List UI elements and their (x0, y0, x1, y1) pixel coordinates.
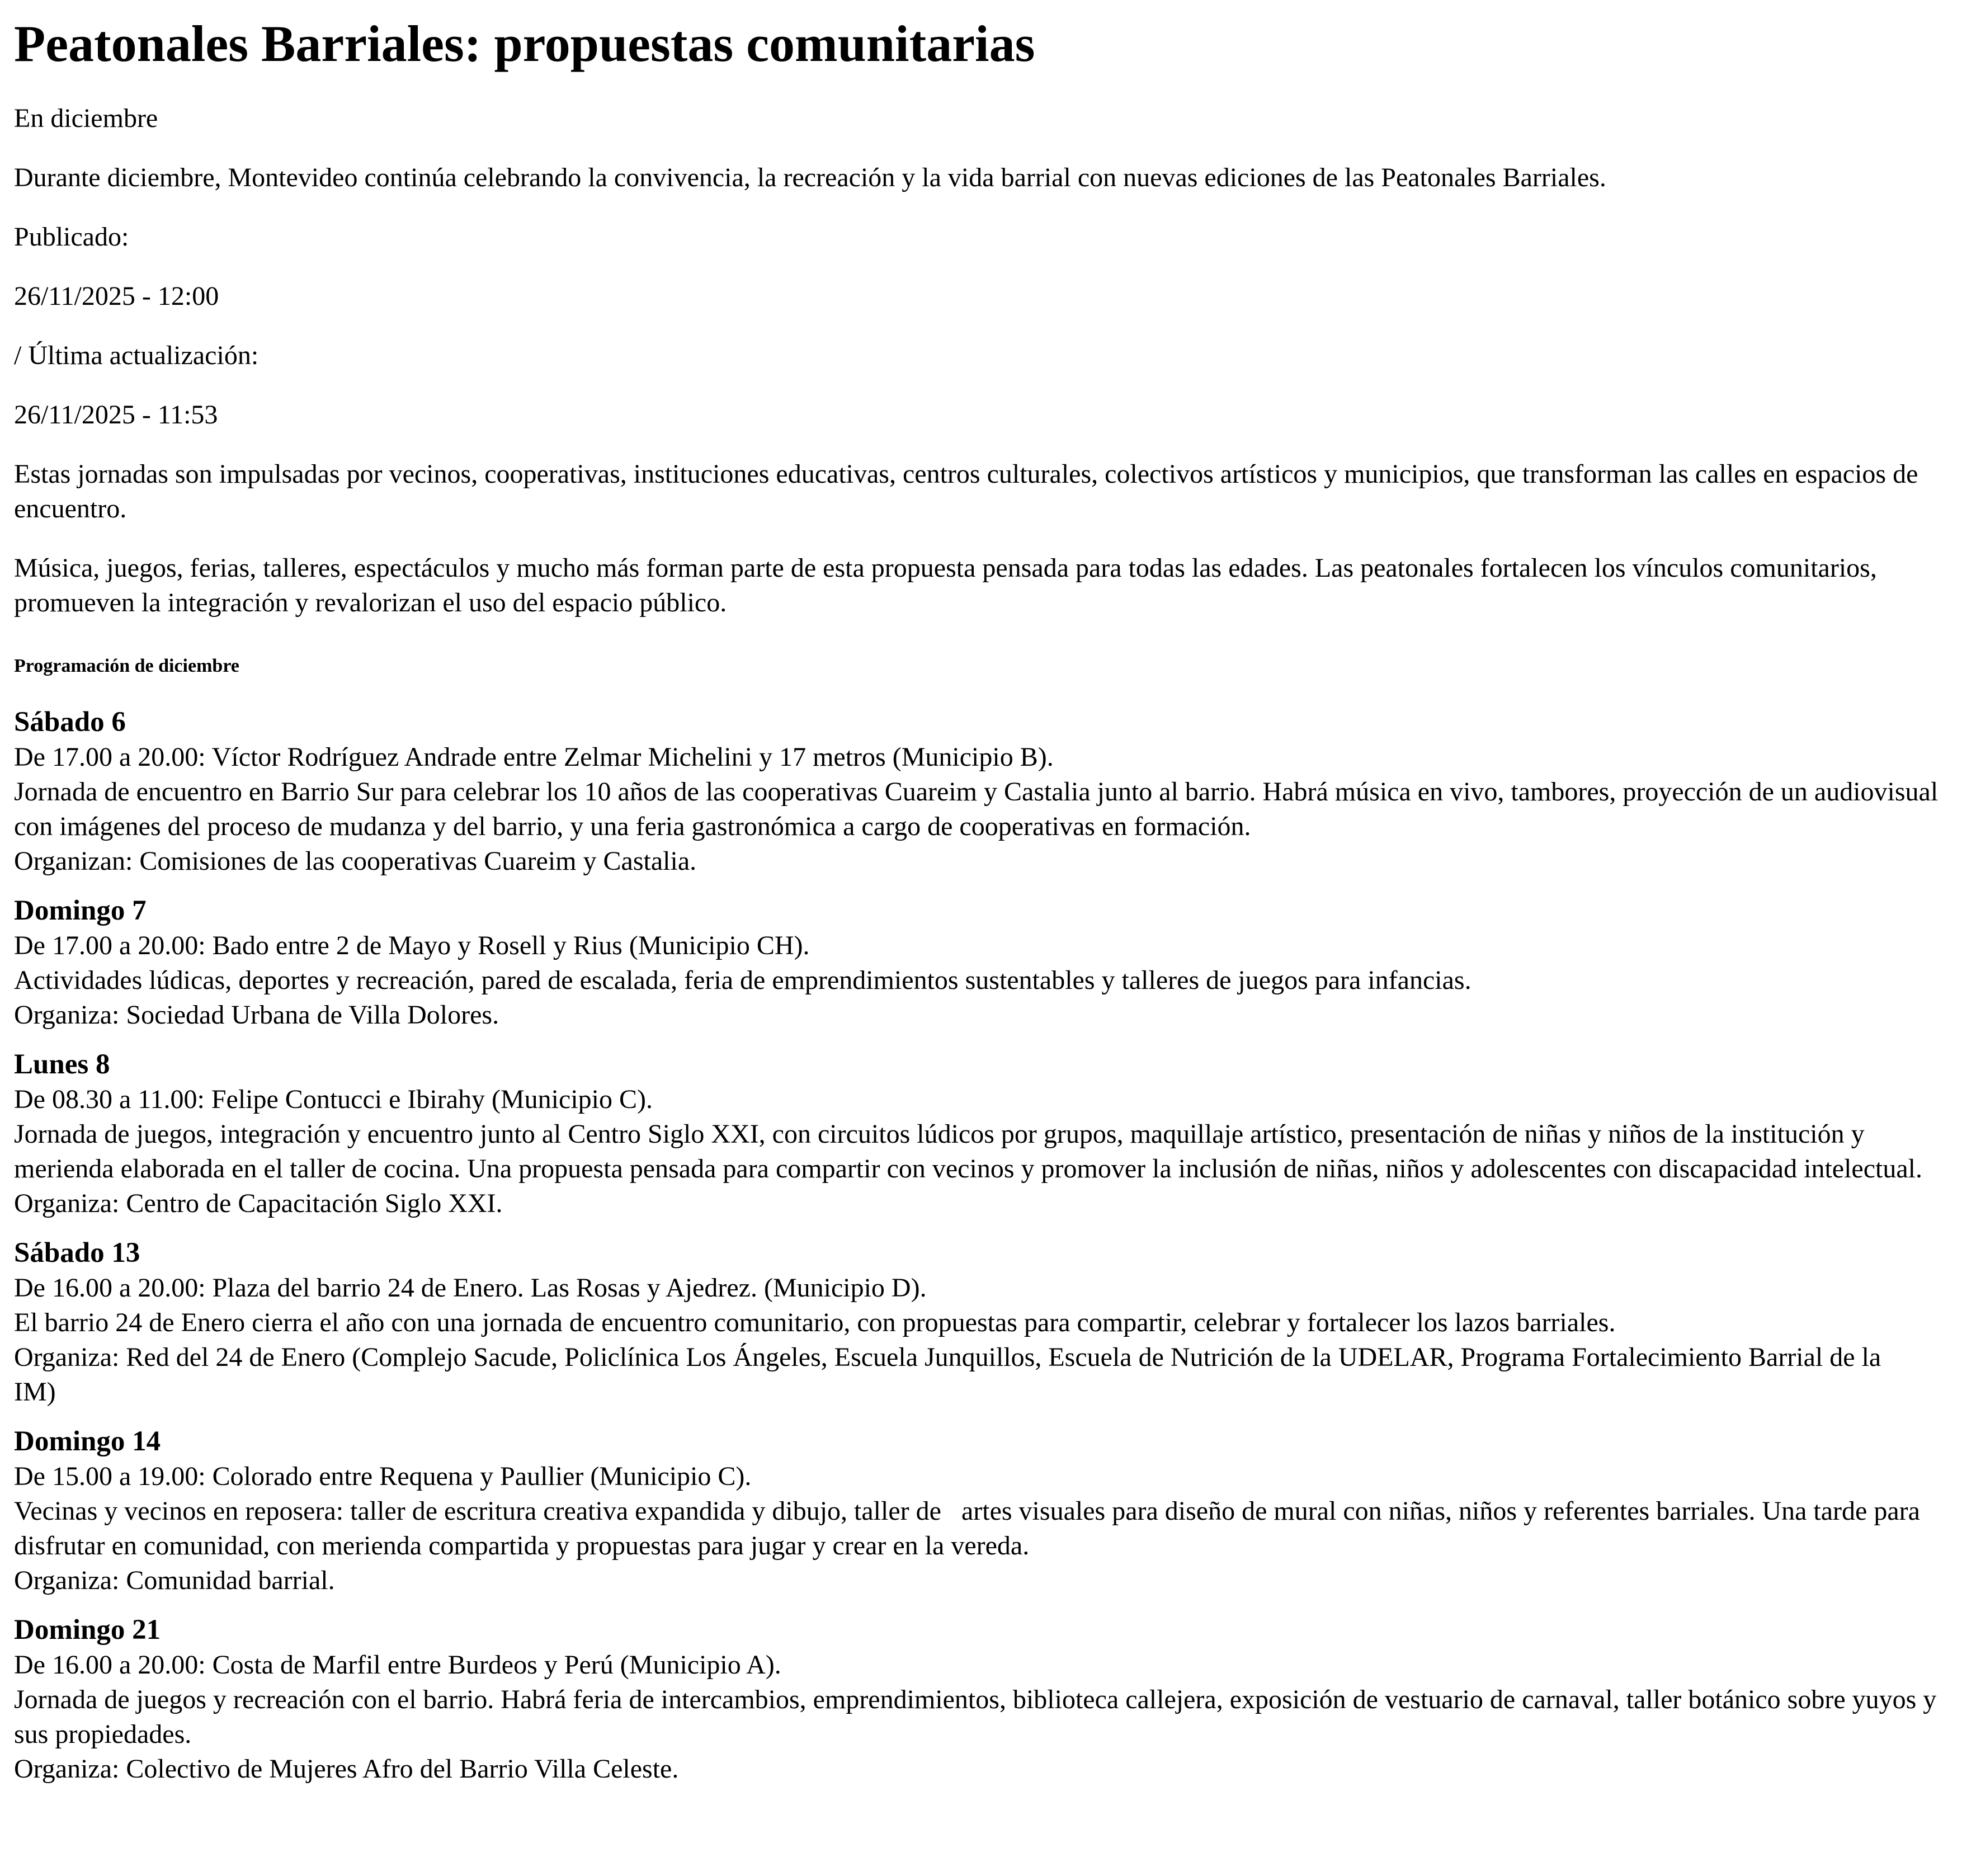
page-title: Peatonales Barriales: propuestas comunitarias (14, 15, 1035, 72)
day-heading: Domingo 7 (14, 895, 147, 927)
intro-paragraph: Música, juegos, ferias, talleres, espectáculos y mucho más forman parte de esta propuesta pensada para todas las edades. Las peatonales fortalecen los vínculos comunitarios, promueven la integración y revalorizan el uso del espacio público. (14, 553, 1884, 618)
schedule-line: Organizan: Comisiones de las cooperativas Cuareim y Castalia. (14, 846, 697, 876)
schedule-day-block (14, 705, 1951, 879)
schedule-day-block (14, 1047, 1951, 1221)
schedule-line: Jornada de encuentro en Barrio Sur para celebrar los 10 años de las cooperativas Cuareim y Castalia junto al barrio. Habrá música en vivo, tambores, proyección de un audiovisual con imágenes del proceso de mudanza y del barrio, y una feria gastronómica a cargo de cooperativas en formación. (14, 777, 1945, 842)
schedule-line: De 17.00 a 20.00: Víctor Rodríguez Andrade entre Zelmar Michelini y 17 metros (Municipio B). (14, 742, 1054, 772)
updated-date: 26/11/2025 - 11:53 (14, 400, 218, 430)
section-heading: Programación de diciembre (14, 656, 239, 677)
schedule-line: Organiza: Sociedad Urbana de Villa Dolores. (14, 1000, 499, 1030)
schedule-day-block (14, 1424, 1951, 1598)
intro-paragraph: Durante diciembre, Montevideo continúa celebrando la convivencia, la recreación y la vida barrial con nuevas ediciones de las Peatonales Barriales. (14, 163, 1606, 193)
day-heading: Domingo 21 (14, 1614, 161, 1646)
schedule-line: De 17.00 a 20.00: Bado entre 2 de Mayo y Rosell y Rius (Municipio CH). (14, 931, 810, 961)
schedule-day-block (14, 893, 1951, 1033)
schedule-line: De 16.00 a 20.00: Costa de Marfil entre Burdeos y Perú (Municipio A). (14, 1650, 781, 1680)
updated-label: / Última actualización: (14, 341, 259, 371)
schedule-line: De 15.00 a 19.00: Colorado entre Requena y Paullier (Municipio C). (14, 1462, 752, 1492)
schedule-line: IM) (14, 1377, 56, 1407)
day-heading: Domingo 14 (14, 1426, 161, 1458)
published-date: 26/11/2025 - 12:00 (14, 281, 219, 312)
published-label: Publicado: (14, 222, 129, 252)
intro-paragraph: En diciembre (14, 103, 158, 134)
schedule-line: Jornada de juegos y recreación con el barrio. Habrá feria de intercambios, emprendimientos, biblioteca callejera, exposición de vestuario de carnaval, taller botánico sobre yuyos y sus propiedades. (14, 1685, 1944, 1750)
schedule-day-block (14, 1236, 1951, 1410)
schedule-line: Organiza: Red del 24 de Enero (Complejo Sacude, Policlínica Los Ángeles, Escuela Junquillos, Escuela de Nutrición de la UDELAR, Programa Fortalecimiento Barrial de la (14, 1342, 1881, 1373)
schedule-line: Organiza: Comunidad barrial. (14, 1566, 335, 1596)
day-heading: Sábado 6 (14, 706, 126, 738)
schedule-day-block (14, 1613, 1951, 1787)
day-heading: Lunes 8 (14, 1049, 110, 1081)
schedule-line: De 16.00 a 20.00: Plaza del barrio 24 de Enero. Las Rosas y Ajedrez. (Municipio D). (14, 1273, 927, 1303)
article-body (0, 16, 1962, 1787)
schedule-line: Organiza: Colectivo de Mujeres Afro del Barrio Villa Celeste. (14, 1754, 679, 1784)
schedule-line: Actividades lúdicas, deportes y recreación, pared de escalada, feria de emprendimientos sustentables y talleres de juegos para infancias. (14, 965, 1472, 996)
schedule-line: El barrio 24 de Enero cierra el año con una jornada de encuentro comunitario, con propuestas para compartir, celebrar y fortalecer los lazos barriales. (14, 1308, 1616, 1338)
day-heading: Sábado 13 (14, 1237, 140, 1269)
schedule-line: Vecinas y vecinos en reposera: taller de escritura creativa expandida y dibujo, taller de artes visuales para diseño de mural con niñas, niños y referentes barriales. Una tarde para disfrutar en comunidad, con merienda compartida y propuestas para jugar y crear en la vereda. (14, 1496, 1927, 1561)
schedule-line: De 08.30 a 11.00: Felipe Contucci e Ibirahy (Municipio C). (14, 1085, 653, 1115)
schedule-line: Organiza: Centro de Capacitación Siglo XXI. (14, 1189, 503, 1219)
schedule-line: Jornada de juegos, integración y encuentro junto al Centro Siglo XXI, con circuitos lúdicos por grupos, maquillaje artístico, presentación de niñas y niños de la institución y merienda elaborada en el taller de cocina. Una propuesta pensada para compartir con vecinos y promover la inclusión de niñas, niños y adolescentes con discapacidad intelectual. (14, 1119, 1923, 1184)
intro-paragraph: Estas jornadas son impulsadas por vecinos, cooperativas, instituciones educativas, centros culturales, colectivos artísticos y municipios, que transforman las calles en espacios de encuentro. (14, 459, 1925, 524)
